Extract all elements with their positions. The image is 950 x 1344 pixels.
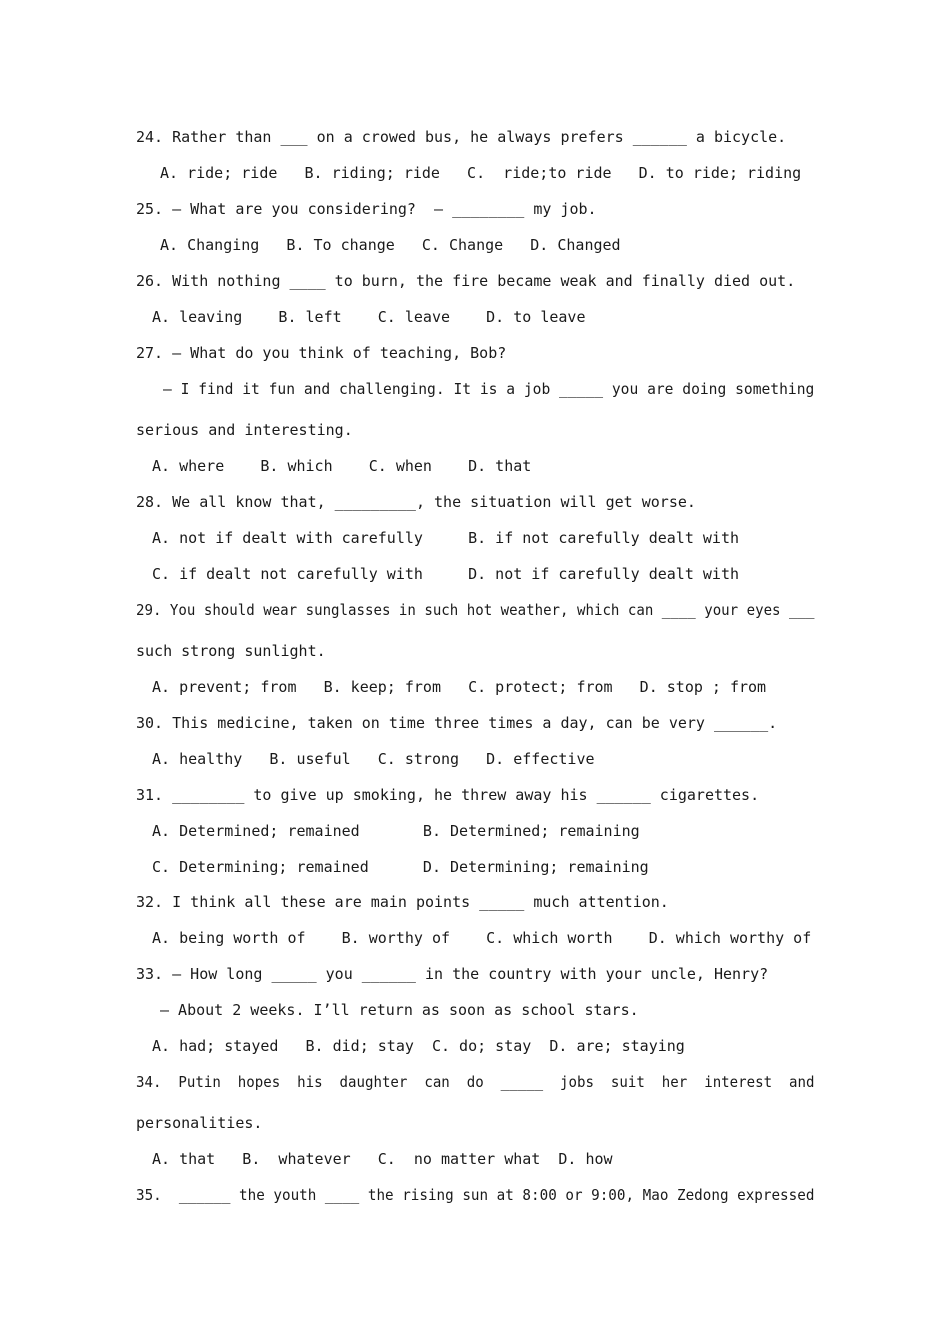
- question-35-stem: 35. ______ the youth ____ the rising sun at 8:00 or 9:00, Mao Zedong expressed: [136, 1186, 815, 1204]
- question-31-stem: 31. ________ to give up smoking, he threw away his ______ cigarettes.: [136, 786, 760, 804]
- question-25-options: A. Changing B. To change C. Change D. Changed: [160, 236, 621, 254]
- question-26-options: A. leaving B. left C. leave D. to leave: [152, 308, 586, 326]
- question-27-options: A. where B. which C. when D. that: [152, 457, 532, 475]
- question-31-options-row-2: C. Determining; remained D. Determining; remaining: [152, 858, 649, 876]
- question-30-options: A. healthy B. useful C. strong D. effective: [152, 750, 595, 768]
- question-33-stem-line-2: — About 2 weeks. I’ll return as soon as school stars.: [160, 1001, 639, 1019]
- question-25-stem: 25. — What are you considering? — ________ my job.: [136, 200, 597, 218]
- question-29-stem: 29. You should wear sunglasses in such hot weather, which can ____ your eyes ___: [136, 601, 815, 619]
- question-31-options-row-1: A. Determined; remained B. Determined; remaining: [152, 822, 640, 840]
- question-29-stem-line-2: such strong sunlight.: [136, 642, 326, 660]
- question-24-options: A. ride; ride B. riding; ride C. ride;to ride D. to ride; riding: [160, 164, 802, 182]
- question-34-stem: 34. Putin hopes his daughter can do _____ jobs suit her interest and: [136, 1073, 815, 1091]
- question-33-stem: 33. — How long _____ you ______ in the country with your uncle, Henry?: [136, 965, 769, 983]
- question-28-options-row-1: A. not if dealt with carefully B. if not carefully dealt with: [152, 529, 739, 547]
- question-28-options-row-2: C. if dealt not carefully with D. not if carefully dealt with: [152, 565, 739, 583]
- question-34-stem-line-2: personalities.: [136, 1114, 263, 1132]
- question-28-stem: 28. We all know that, _________, the situation will get worse.: [136, 493, 696, 511]
- question-33-options: A. had; stayed B. did; stay C. do; stay D. are; staying: [152, 1037, 685, 1055]
- question-29-options: A. prevent; from B. keep; from C. protect; from D. stop ; from: [152, 678, 767, 696]
- question-26-stem: 26. With nothing ____ to burn, the fire became weak and finally died out.: [136, 272, 796, 290]
- question-27-stem: 27. — What do you think of teaching, Bob?: [136, 344, 507, 362]
- question-34-options: A. that B. whatever C. no matter what D. how: [152, 1150, 613, 1168]
- question-27-stem-line-2: — I find it fun and challenging. It is a job _____ you are doing something: [163, 380, 815, 398]
- question-30-stem: 30. This medicine, taken on time three times a day, can be very ______.: [136, 714, 778, 732]
- question-32-stem: 32. I think all these are main points _____ much attention.: [136, 893, 669, 911]
- question-24-stem: 24. Rather than ___ on a crowed bus, he always prefers ______ a bicycle.: [136, 128, 787, 146]
- question-32-options: A. being worth of B. worthy of C. which worth D. which worthy of: [152, 929, 812, 947]
- question-27-stem-line-3: serious and interesting.: [136, 421, 353, 439]
